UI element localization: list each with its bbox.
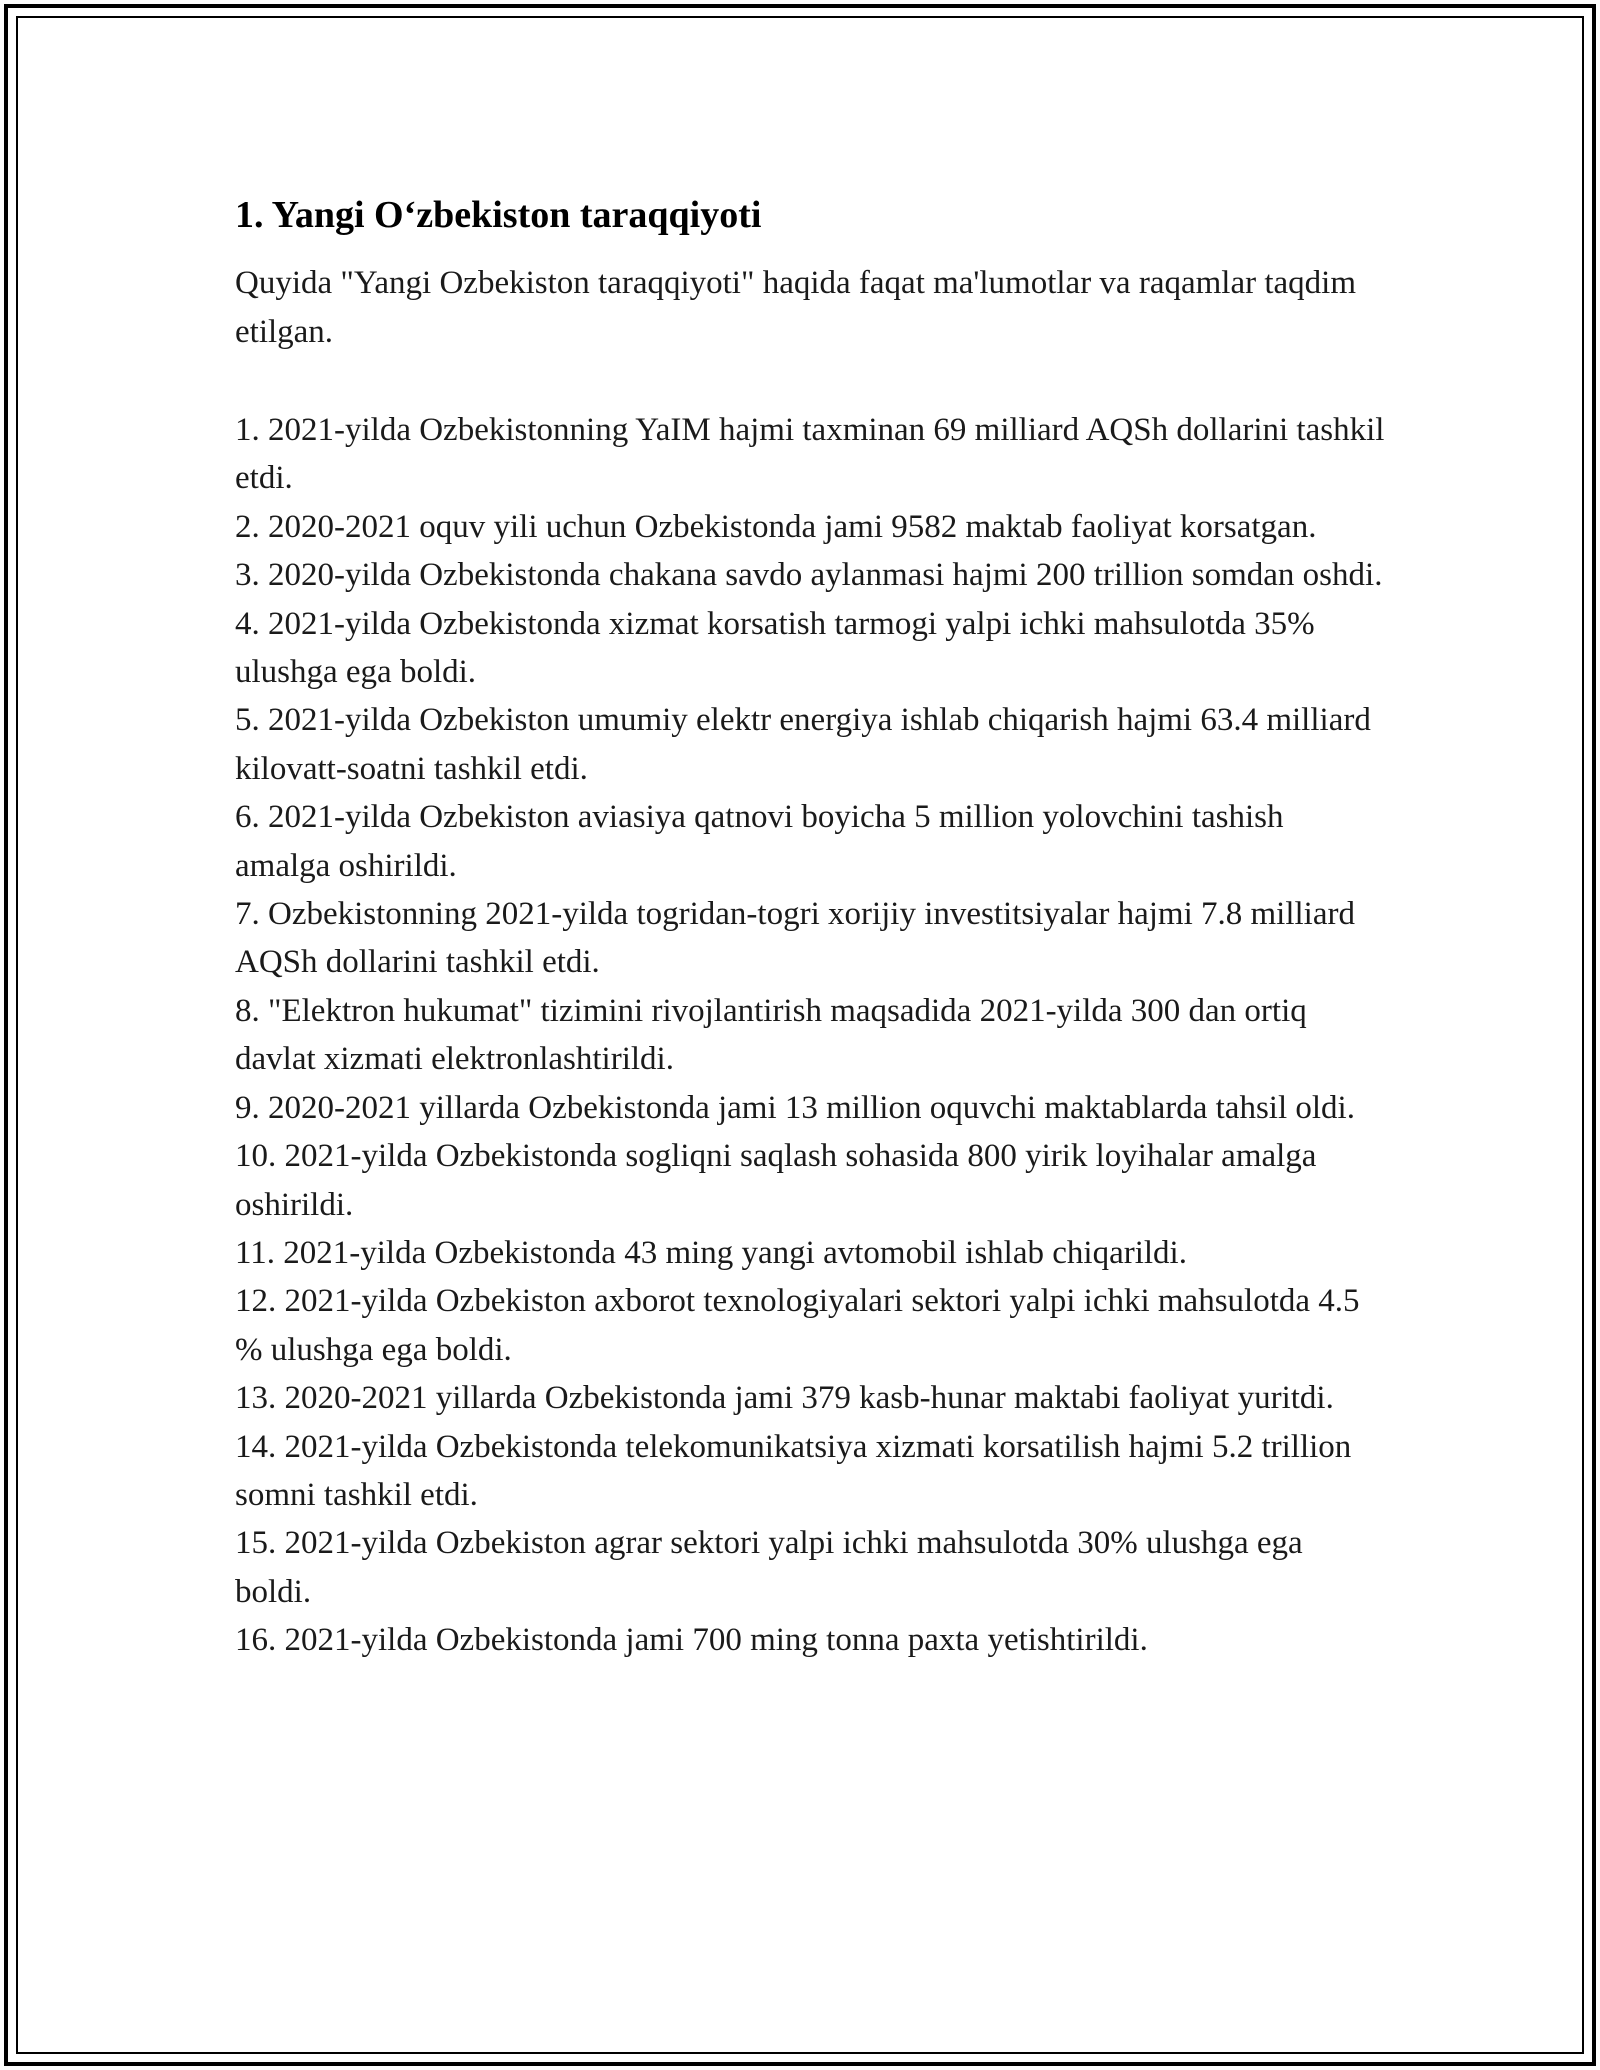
fact-item: 4. 2021-yilda Ozbekistonda xizmat korsatish tarmogi yalpi ichki mahsulotda 35% ulushga ega boldi.: [235, 605, 1315, 691]
fact-item: 6. 2021-yilda Ozbekiston aviasiya qatnovi boyicha 5 million yolovchini tashish amalga oshirildi.: [235, 799, 1284, 884]
document-body: [235, 183, 1385, 1665]
fact-item: 12. 2021-yilda Ozbekiston axborot texnologiyalari sektori yalpi ichki mahsulotda 4.5 % ulushga ega boldi.: [235, 1283, 1360, 1368]
fact-item: 3. 2020-yilda Ozbekistonda chakana savdo aylanmasi hajmi 200 trillion somdan oshdi.: [235, 557, 1383, 594]
fact-item: 7. Ozbekistonning 2021-yilda togridan-togri xorijiy investitsiyalar hajmi 7.8 milliard AQSh dollarini tashkil etdi.: [235, 896, 1355, 981]
fact-item: 11. 2021-yilda Ozbekistonda 43 ming yangi avtomobil ishlab chiqarildi.: [235, 1234, 1187, 1271]
fact-item: 2. 2020-2021 oquv yili uchun Ozbekistonda jami 9582 maktab faoliyat korsatgan.: [235, 508, 1317, 545]
fact-item: 8. "Elektron hukumat" tizimini rivojlantirish maqsadida 2021-yilda 300 dan ortiq davlat xizmati elektronlashtirildi.: [235, 992, 1307, 1078]
section-heading: 1. Yangi O‘zbekiston taraqqiyoti: [235, 194, 762, 236]
fact-item: 13. 2020-2021 yillarda Ozbekistonda jami 379 kasb-hunar maktabi faoliyat yuritdi.: [235, 1380, 1334, 1417]
intro-paragraph: Quyida "Yangi Ozbekiston taraqqiyoti" haqida faqat ma'lumotlar va raqamlar taqdim etilgan.: [235, 265, 1356, 350]
fact-item: 1. 2021-yilda Ozbekistonning YaIM hajmi taxminan 69 milliard AQSh dollarini tashkil etdi.: [235, 412, 1385, 497]
fact-item: 14. 2021-yilda Ozbekistonda telekomunikatsiya xizmati korsatilish hajmi 5.2 trillion somni tashkil etdi.: [235, 1428, 1352, 1513]
facts-list: [235, 406, 1385, 1665]
fact-item: 9. 2020-2021 yillarda Ozbekistonda jami 13 million oquvchi maktablarda tahsil oldi.: [235, 1089, 1355, 1126]
fact-item: 10. 2021-yilda Ozbekistonda sogliqni saqlash sohasida 800 yirik loyihalar amalga oshirildi.: [235, 1138, 1317, 1223]
fact-item: 15. 2021-yilda Ozbekiston agrar sektori yalpi ichki mahsulotda 30% ulushga ega boldi.: [235, 1525, 1303, 1610]
fact-item: 5. 2021-yilda Ozbekiston umumiy elektr energiya ishlab chiqarish hajmi 63.4 milliard kilovatt-soatni tashkil etdi.: [235, 702, 1371, 787]
fact-item: 16. 2021-yilda Ozbekistonda jami 700 ming tonna paxta yetishtirildi.: [235, 1622, 1148, 1659]
